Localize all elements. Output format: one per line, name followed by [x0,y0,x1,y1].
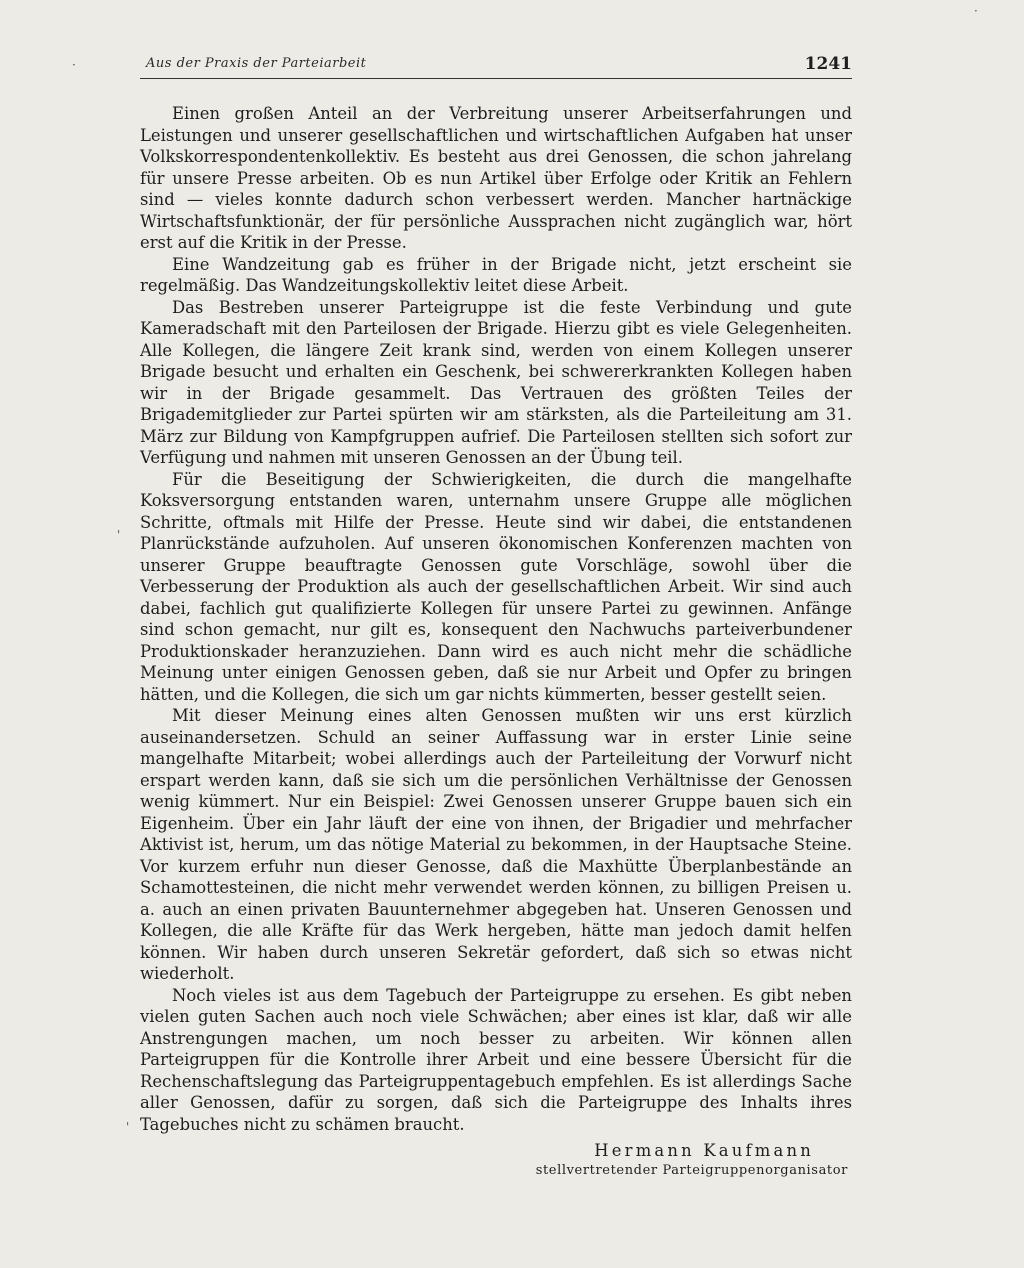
page-number: 1241 [804,54,852,74]
author-role: stellvertretender Parteigruppenorganisator [535,1163,848,1178]
paragraph: Das Bestreben unserer Parteigruppe ist die feste Verbindung und gute Kameradschaft mit den Parteilosen der Brigade. Hierzu gibt es viele Gelegenheiten. Alle Kollegen, die längere Zeit krank sind, werden von einem Kollegen unserer Brigade besucht und erhalten ein Geschenk, bei schwererkrankten Kollegen haben wir in der Brigade gesammelt. Das Vertrauen des größten Teiles der Brigademitglieder zur Partei spürten wir am stärksten, als die Parteileitung am 31. März zur Bildung von Kampfgruppen aufrief. Die Parteilosen stellten sich sofort zur Verfügung und nahmen mit unseren Genossen an der Übung teil. [140,297,852,467]
page-header [140,54,852,80]
scan-speck: ' [117,528,121,542]
scan-speck: · [974,4,978,18]
paragraph: Einen großen Anteil an der Verbreitung unserer Arbeitserfahrungen und Leistungen und unserer gesellschaftlichen und wirtschaftlichen Aufgaben hat unser Volkskorrespondentenkollektiv. Es besteht aus drei Genossen, die schon jahrelang für unsere Presse arbeiten. Ob es nun Artikel über Erfolge oder Kritik an Fehlern sind — vieles konnte dadurch schon verbessert werden. Mancher hartnäckige Wirtschaftsfunktionär, der für persönliche Aussprachen nicht zugänglich war, hört erst auf die Kritik in der Presse. [140,104,852,252]
paragraph: Eine Wandzeitung gab es früher in der Brigade nicht, jetzt erscheint sie regelmäßig. Das Wandzeitungskollektiv leitet diese Arbeit. [140,254,852,295]
article-body [140,103,852,1135]
header-rule [140,78,852,79]
author-name: Hermann Kaufmann [594,1141,814,1160]
signature-block [140,1140,852,1181]
paragraph: Noch vieles ist aus dem Tagebuch der Parteigruppe zu ersehen. Es gibt neben vielen guten Sachen auch noch viele Schwächen; aber eines ist klar, daß wir alle Anstrengungen machen, um noch besser zu arbeiten. Wir können allen Parteigruppen für die Kontrolle ihrer Arbeit und eine bessere Übersicht für die Rechenschaftslegung das Parteigruppentagebuch empfehlen. Es ist allerdings Sache aller Genossen, dafür zu sorgen, daß sich die Parteigruppe des Inhalts ihres Tagebuches nicht zu schämen braucht. [140,985,852,1134]
scan-speck: · [72,58,76,72]
paragraph: Mit dieser Meinung eines alten Genossen mußten wir uns erst kürzlich auseinandersetzen. Schuld an seiner Auffassung war in erster Linie seine mangelhafte Mitarbeit; wobei allerdings auch der Parteileitung der Vorwurf nicht erspart werden kann, daß sie sich um die persönlichen Verhältnisse der Genossen wenig kümmert. Nur ein Beispiel: Zwei Genossen unserer Gruppe bauen sich ein Eigenheim. Über ein Jahr läuft der eine von ihnen, der Brigadier und mehrfacher Aktivist ist, herum, um das nötige Material zu bekommen, in der Hauptsache Steine. Vor kurzem erfuhr nun dieser Genosse, daß die Maxhütte Überplanbestände an Schamottesteinen, die nicht mehr verwendet werden können, zu billigen Preisen u. a. auch an einen privaten Bauunternehmer abgegeben hat. Unseren Genossen und Kollegen, die alle Kräfte für das Werk hergeben, hätte man jedoch damit helfen können. Wir haben durch unseren Sekretär gefordert, daß sich so etwas nicht wiederholt. [140,706,852,983]
running-head: Aus der Praxis der Parteiarbeit [146,56,367,71]
scan-speck: ' [126,1120,130,1134]
paragraph: Für die Beseitigung der Schwierigkeiten, die durch die mangelhafte Koksversorgung entstanden waren, unternahm unsere Gruppe alle möglichen Schritte, oftmals mit Hilfe der Presse. Heute sind wir dabei, die entstandenen Planrückstände aufzuholen. Auf unseren ökonomischen Konferenzen machten von unserer Gruppe beauftragte Genossen gute Vorschläge, sowohl über die Verbesserung der Produktion als auch der gesellschaftlichen Arbeit. Wir sind auch dabei, fachlich gut qualifizierte Kollegen für unsere Partei zu gewinnen. Anfänge sind schon gemacht, nur gilt es, konsequent den Nachwuchs parteiverbundener Produktionskader heranzuziehen. Dann wird es auch nicht mehr die schädliche Meinung unter einigen Genossen geben, daß sie nur Arbeit und Opfer zu bringen hätten, und die Kollegen, die sich um gar nichts kümmerten, besser gestellt seien. [140,469,852,704]
